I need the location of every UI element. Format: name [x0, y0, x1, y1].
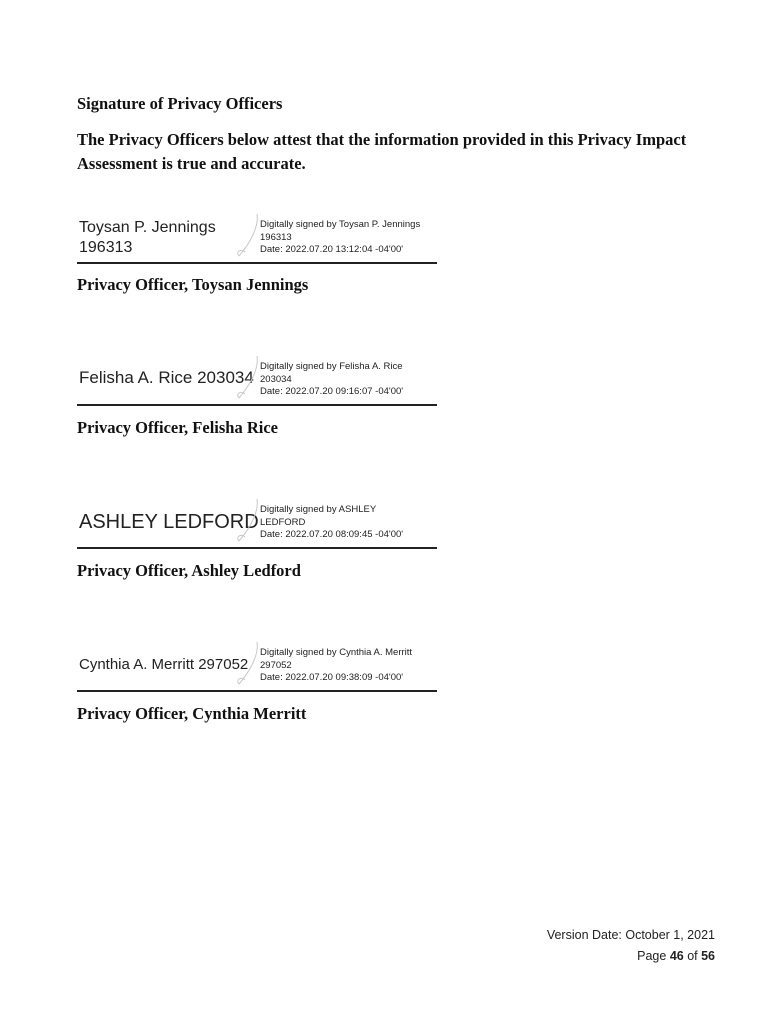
signature-date: Date: 2022.07.20 09:38:09 -04'00' — [260, 672, 404, 683]
officer-title-merritt: Privacy Officer, Cynthia Merritt — [77, 704, 307, 723]
signer-name-line1: Cynthia A. Merritt 297052 — [79, 656, 249, 673]
signed-by-line2: 196313 — [260, 231, 292, 243]
signed-by-line2: LEDFORD — [260, 516, 306, 528]
officer-title-jennings: Privacy Officer, Toysan Jennings — [77, 275, 309, 294]
page-total: 56 — [701, 949, 715, 963]
version-date: Version Date: October 1, 2021 — [546, 928, 715, 942]
signed-by-line2: 203034 — [260, 373, 292, 385]
signature-block-rice[interactable] — [77, 354, 437, 406]
signer-name-line1: ASHLEY LEDFORD — [79, 511, 259, 533]
digital-signature-info — [260, 361, 440, 399]
page-number — [637, 949, 715, 963]
signed-by-line2: 297052 — [260, 659, 292, 671]
signed-by-line1: Digitally signed by Toysan P. Jennings — [260, 219, 421, 230]
page-of: of — [683, 949, 702, 963]
page-prefix: Page — [637, 949, 670, 963]
digital-signature-info — [260, 219, 440, 257]
signed-by-line1: Digitally signed by Felisha A. Rice — [260, 361, 403, 372]
signer-name — [79, 218, 216, 258]
signer-name-line2: 196313 — [79, 239, 133, 256]
signer-name-line1: Felisha A. Rice 203034 — [79, 368, 254, 387]
signer-name-line1: Toysan P. Jennings — [79, 219, 216, 236]
digital-signature-info — [260, 647, 440, 685]
page-current: 46 — [669, 949, 684, 963]
section-title: Signature of Privacy Officers — [77, 94, 283, 113]
signature-date: Date: 2022.07.20 08:09:45 -04'00' — [260, 529, 404, 540]
signed-by-line1: Digitally signed by ASHLEY — [260, 504, 377, 515]
signature-block-jennings[interactable] — [77, 212, 437, 264]
attestation-text: The Privacy Officers below attest that the information provided in this Privacy Impact Assessment is true and accurate. — [77, 130, 687, 173]
officer-title-ledford: Privacy Officer, Ashley Ledford — [77, 561, 301, 580]
signer-name — [79, 655, 248, 675]
signature-block-ledford[interactable] — [77, 497, 437, 549]
digital-signature-info — [260, 504, 440, 542]
signature-block-merritt[interactable] — [77, 640, 437, 692]
officer-title-rice: Privacy Officer, Felisha Rice — [77, 418, 278, 437]
signature-date: Date: 2022.07.20 09:16:07 -04'00' — [260, 386, 404, 397]
signed-by-line1: Digitally signed by Cynthia A. Merritt — [260, 647, 413, 658]
signature-date: Date: 2022.07.20 13:12:04 -04'00' — [260, 244, 404, 255]
